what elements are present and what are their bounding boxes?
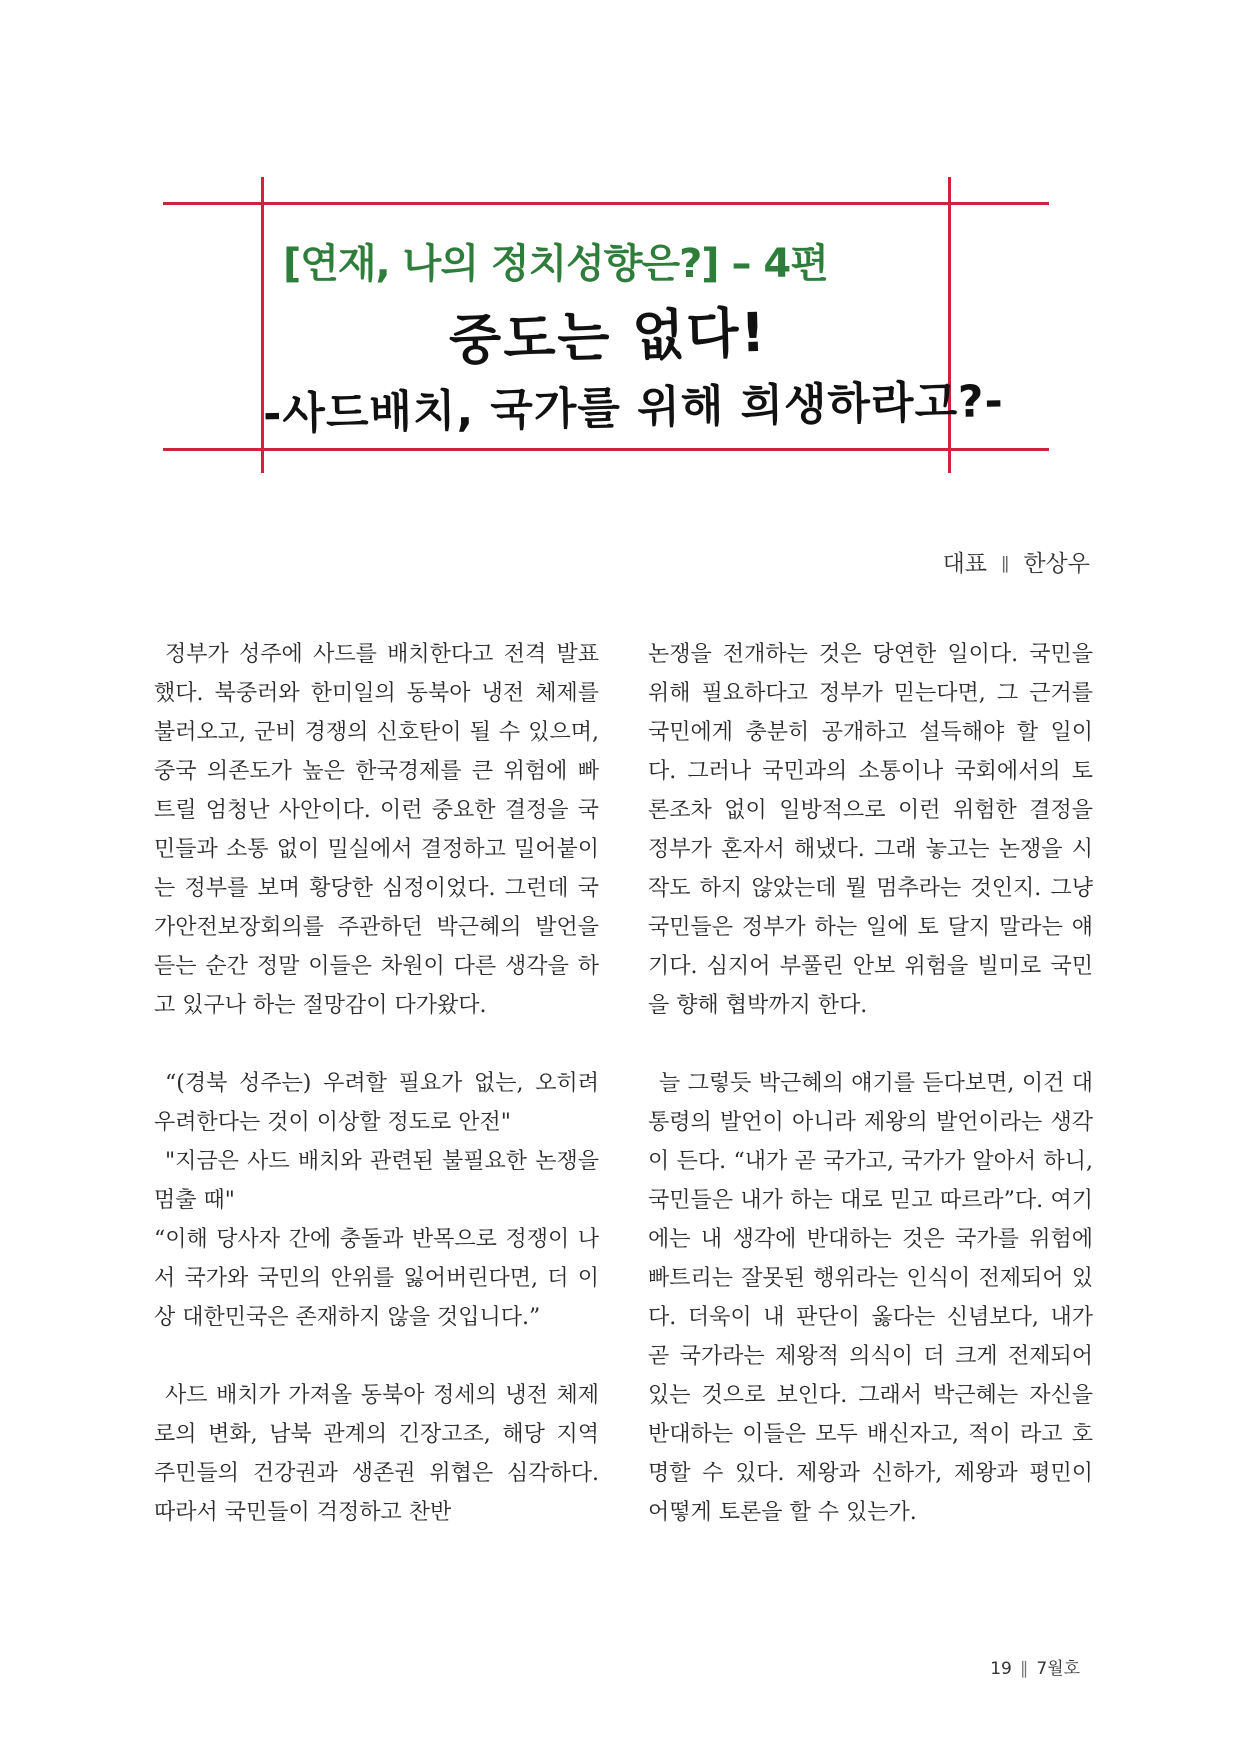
page-number: 19 <box>990 1659 1012 1679</box>
author-role: 대표 <box>942 551 988 577</box>
main-title: 중도는 없다! <box>448 300 768 373</box>
sub-title: -사드배치, 국가를 위해 희생하라고?- <box>262 376 1005 441</box>
page-footer <box>990 1654 1080 1679</box>
byline <box>943 545 1090 578</box>
author-name: 한상우 <box>1023 551 1090 577</box>
right-paragraph-1: 논쟁을 전개하는 것은 당연한 일이다. 국민을 위해 필요하다고 정부가 믿는다면, 그 근거를 국민에게 충분히 공개하고 설득해야 할 일이다. 그러나 국민과의 소통이나 국회에서의 토론조차 없이 일방적으로 이런 위험한 결정을 정부가 혼자서 해냈다. 그래 놓고는 논쟁을 시작도 하지 않았는데 뭘 멈추라는 것인지. 그냥 국민들은 정부가 하는 일에 토 달지 말라는 얘기다. 심지어 부풀린 안보 위험을 빌미로 국민을 향해 협박까지 한다. <box>648 642 1093 1018</box>
left-paragraph-1: 정부가 성주에 사드를 배치한다고 전격 발표했다. 북중러와 한미일의 동북아 냉전 체제를 불러오고, 군비 경쟁의 신호탄이 될 수 있으며, 중국 의존도가 높은 한국경제를 큰 위험에 빠트릴 엄청난 사안이다. 이런 중요한 결정을 국민들과 소통 없이 밀실에서 결정하고 밀어붙이는 정부를 보며 황당한 심정이었다. 그런데 국가안전보장회의를 주관하던 박근혜의 발언을 듣는 순간 정말 이들은 차원이 다른 생각을 하고 있구나 하는 절망감이 다가왔다. <box>154 642 599 1018</box>
left-column <box>154 635 599 1571</box>
frame-top-line <box>163 202 1049 205</box>
quote-group <box>154 1064 599 1337</box>
title-block <box>262 222 1005 452</box>
quote-3: “이해 당사자 간에 충돌과 반목으로 정쟁이 나서 국가와 국민의 안위를 잃어버린다면, 더 이상 대한민국은 존재하지 않을 것입니다.” <box>154 1227 599 1330</box>
series-title: [연재, 나의 정치성향은?] – 4편 <box>283 241 828 287</box>
right-paragraph-2: 늘 그렇듯 박근혜의 얘기를 듣다보면, 이건 대통령의 발언이 아니라 제왕의 발언이라는 생각이 든다. “내가 곧 국가고, 국가가 알아서 하니, 국민들은 내가 하는 대로 믿고 따르라”다. 여기에는 내 생각에 반대하는 것은 국가를 위험에 빠트리는 잘못된 행위라는 인식이 전제되어 있다. 더욱이 내 판단이 옳다는 신념보다, 내가 곧 국가라는 제왕적 의식이 더 크게 전제되어 있는 것으로 보인다. 그래서 박근혜는 자신을 반대하는 이들은 모두 배신자고, 적이 라고 호명할 수 있다. 제왕과 신하가, 제왕과 평민이 어떻게 토론을 할 수 있는가. <box>648 1071 1093 1525</box>
footer-separator: ∥ <box>1019 1659 1029 1679</box>
left-paragraph-2: 사드 배치가 가져올 동북아 정세의 냉전 체제로의 변화, 남북 관계의 긴장고조, 해당 지역 주민들의 건강권과 생존권 위협은 심각하다. 따라서 국민들이 걱정하고 찬반 <box>154 1383 599 1525</box>
right-column <box>648 635 1093 1571</box>
issue-label: 7월호 <box>1036 1659 1080 1679</box>
quote-2: "지금은 사드 배치와 관련된 불필요한 논쟁을 멈출 때" <box>154 1149 599 1213</box>
byline-separator: ∥ <box>1001 555 1010 576</box>
quote-1: “(경북 성주는) 우려할 필요가 없는, 오히려 우려한다는 것이 이상할 정도로 안전" <box>154 1071 599 1135</box>
